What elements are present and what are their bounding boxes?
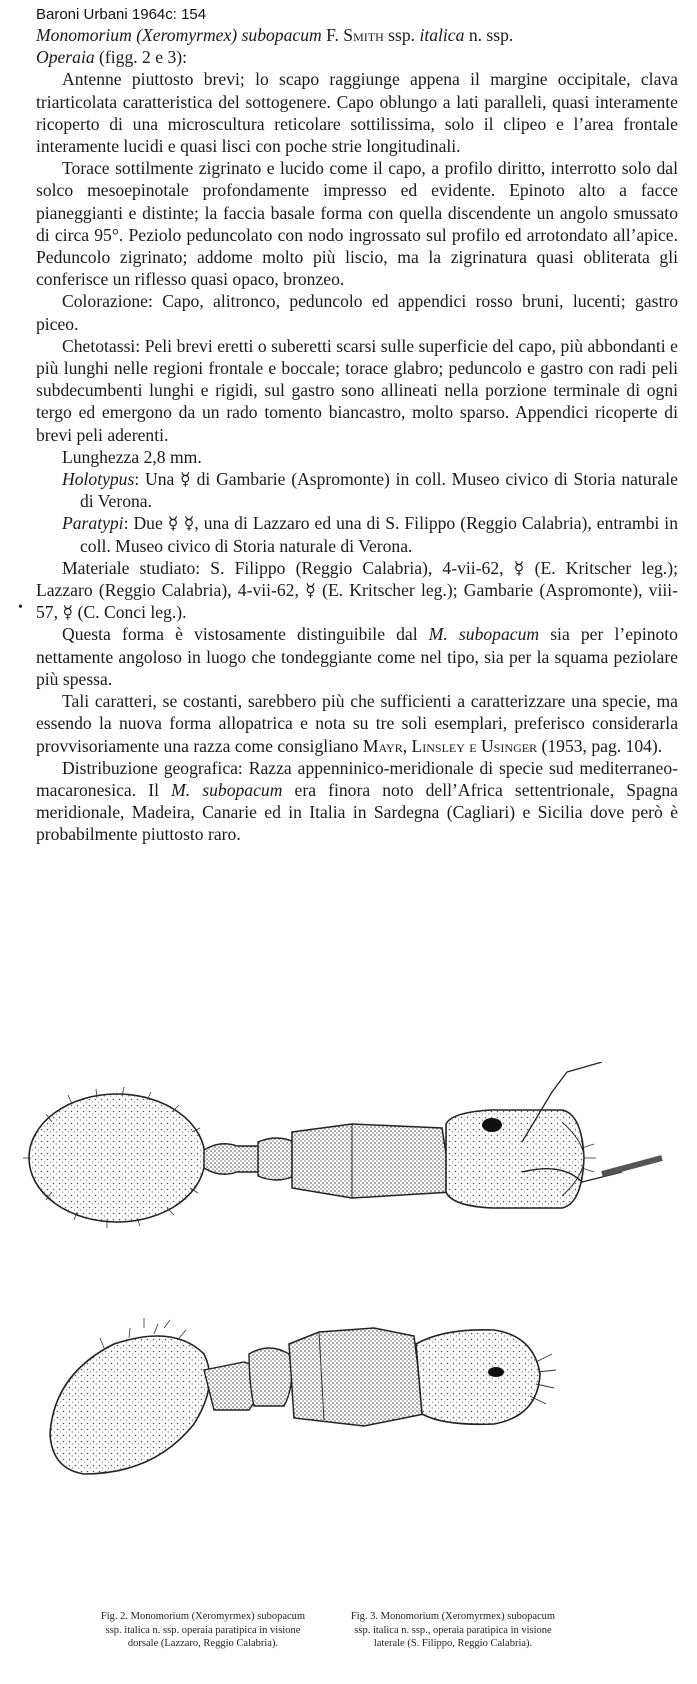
caste-line xyxy=(36,46,678,68)
subgenus: (Xeromyrmex) xyxy=(136,25,238,45)
author: F. Smith xyxy=(326,25,384,45)
mesosoma-lateral xyxy=(289,1328,424,1426)
figure-dorsal-view xyxy=(22,1062,682,1262)
caption-fig2: Fig. 2. Monomorium (Xeromyrmex) subopacum ssp. italica n. ssp. operaia paratipica in visione dorsale (Lazzaro, Reggio Calabria). xyxy=(100,1611,306,1649)
species: subopacum xyxy=(241,25,322,45)
postpetiole-lateral xyxy=(249,1348,292,1406)
distribution-species: M. subopacum xyxy=(171,779,283,800)
distinction-text-a: Questa forma è vistosamente distinguibile dal xyxy=(62,624,429,645)
figure-lateral-view xyxy=(44,1314,664,1484)
taxon-title xyxy=(36,24,678,46)
distribution-text-a: Distribuzione geografica: Razza appenninico-meridionale di specie sud mediterraneo-macaronesica. Il xyxy=(36,757,678,800)
characters-text-a: Tali caratteri, se costanti, sarebbero più che sufficienti a caratterizzare una specie, ma essendo la nuova forma allopatrica e nota su tre soli esemplari, preferisco considerarla provvisoriamente una razza come consigliano xyxy=(36,691,678,756)
caste-figs: (figg. 2 e 3): xyxy=(99,47,187,68)
holotypus-label: Holotypus xyxy=(62,469,135,490)
gaster-dorsal xyxy=(29,1094,205,1222)
paragraph-characters xyxy=(36,690,678,757)
distribution-text-b: era finora noto dell’Africa settentrionale, Spagna meridionale, Madeira, Canarie ed in Italia in Sardegna (Cagliari) e Sicilia dove però è probabilmente piuttosto raro. xyxy=(36,779,678,845)
characters-authors: Mayr, Linsley e Usinger xyxy=(362,735,538,756)
distinction-text-b: sia per l’epinoto nettamente angoloso in luogo che tondeggiante come nel tipo, sia per la squama peziolare più spessa. xyxy=(36,624,678,689)
article-body xyxy=(36,24,678,846)
paragraph-color: Colorazione: Capo, alitronco, peduncolo ed appendici rosso bruni, lucenti; gastro piceo. xyxy=(36,291,678,334)
distinction-species: M. subopacum xyxy=(428,624,540,645)
paragraph-material: Materiale studiato: S. Filippo (Reggio Calabria), 4-vii-62, ☿ (E. Kritscher leg.); Lazzaro (Reggio Calabria), 4-vii-62, ☿ (E. Kritscher leg.); Gambarie (Aspromonte), viii-57, ☿ (C. Conci leg.). xyxy=(36,557,678,623)
ssp-abbrev: ssp. xyxy=(388,25,416,45)
postpetiole-dorsal xyxy=(258,1138,297,1180)
caste-name: Operaia xyxy=(36,47,95,68)
head-dorsal xyxy=(446,1110,584,1208)
head-lateral xyxy=(416,1330,540,1425)
paragraph-chetotaxy: Chetotassi: Peli brevi eretti o suberetti scarsi sulle superficie del capo, più abbondanti e più lunghi nelle regioni frontale e boccale; torace glabro; peduncolo e gastro con radi peli subdecumbenti lunghi e rigidi, sul gastro sono allineati nella porzione terminale di ogni tergo ed emergono da un rado tomento biancastro, molto sparso. Appendici ricoperte di brevi peli aderenti. xyxy=(36,335,678,445)
paratypi-label: Paratypi xyxy=(62,513,124,534)
paragraph-thorax: Torace sottilmente zigrinato e lucido come il capo, a profilo diritto, interrotto solo dal solco mesoepinotale profondamente impresso ed evidente. Epinoto alto a facce pianeggianti e distinte; la faccia basale forma con quella discendente un angolo smussato di circa 95°. Peziolo peduncolato con nodo ingrossato sul profilo ed arrotondato all’apice. Peduncolo zigrinato; addome molto più liscio, ma la zigrinatura quasi obliterata gli conferisce un riflesso quasi opaco, bronzeo. xyxy=(36,158,678,290)
mesosoma-dorsal xyxy=(292,1124,452,1198)
petiole-dorsal xyxy=(204,1144,263,1175)
margin-bullet: • xyxy=(18,600,23,615)
characters-text-b: (1953, pag. 104). xyxy=(537,735,663,756)
genus: Monomorium xyxy=(36,25,132,45)
status: n. ssp. xyxy=(468,25,514,45)
paragraph-holotypus xyxy=(36,468,678,512)
caption-fig3: Fig. 3. Monomorium (Xeromyrmex) subopacum ssp. italica n. ssp., operaia paratipica in visione laterale (S. Filippo, Reggio Calabria). xyxy=(350,1611,556,1649)
subspecies: italica xyxy=(419,25,465,45)
paragraph-paratypi xyxy=(36,512,678,556)
paragraph-length: Lunghezza 2,8 mm. xyxy=(62,446,202,467)
citation-header: Baroni Urbani 1964c: 154 xyxy=(36,6,207,23)
paratypi-text: : Due ☿ ☿, una di Lazzaro ed una di S. Filippo (Reggio Calabria), entrambi in coll. Museo civico di Storia naturale di Verona. xyxy=(80,513,678,556)
paragraph-distribution xyxy=(36,757,678,846)
gaster-lateral xyxy=(50,1336,210,1474)
holotypus-text: : Una ☿ di Gambarie (Aspromonte) in coll. Museo civico di Storia naturale di Verona. xyxy=(80,469,678,512)
paragraph-distinction xyxy=(36,623,678,690)
paragraph-antennae: Antenne piuttosto brevi; lo scapo raggiunge appena il margine occipitale, clava triarticolata caratteristica del sottogenere. Capo oblungo a lati paralleli, quasi interamente ricoperto di una microscultura reticolare sottilissima, solo il clipeo e l’area frontale interamente lucidi e quasi lisci con poche strie longitudinali. xyxy=(36,69,678,157)
